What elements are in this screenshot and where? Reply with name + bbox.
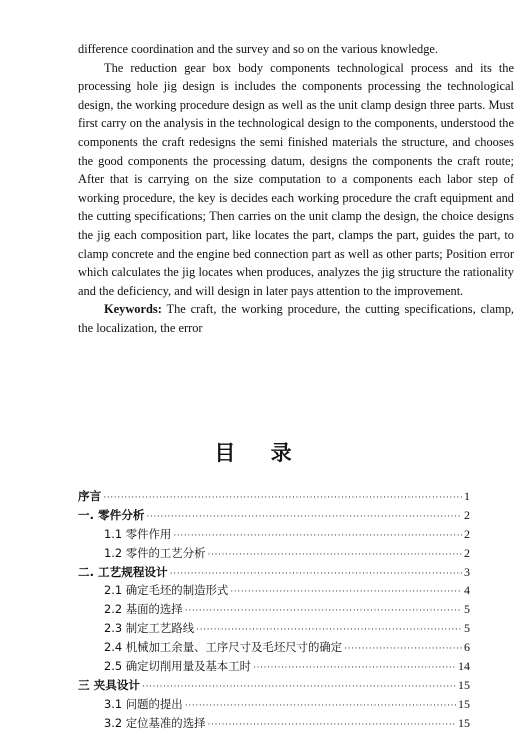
toc-entry-3-1[interactable]: [78, 695, 470, 714]
toc-entry-2-1[interactable]: [78, 581, 470, 600]
toc-leader-dots: [146, 507, 462, 526]
abstract-section: [78, 40, 514, 338]
toc-entry-page: 5: [464, 602, 470, 617]
toc-leader-dots: [344, 639, 462, 658]
toc-title: 目 录: [214, 441, 306, 465]
toc-entry-label: 2.4 机械加工余量、工序尺寸及毛坯尺寸的确定: [104, 640, 343, 655]
toc-entry-page: 2: [464, 545, 470, 560]
toc-entry-page: 2: [464, 526, 470, 541]
toc-entry-label: 一. 零件分析: [78, 507, 145, 522]
toc-entry-label: 2.5 确定切削用量及基本工时: [104, 659, 252, 674]
toc-entry-page: 15: [458, 715, 470, 730]
toc-leader-dots: [185, 696, 456, 715]
toc-entry-3-2[interactable]: [78, 714, 470, 733]
toc-leader-dots: [103, 488, 462, 507]
toc-leader-dots: [173, 526, 462, 545]
toc-entry-page: 4: [464, 583, 470, 598]
toc-entry-page: 5: [464, 621, 470, 636]
toc-entry-page: 3: [464, 564, 470, 579]
toc-entry-label: 3.2 定位基准的选择: [104, 715, 206, 730]
toc-entry-2-3[interactable]: [78, 619, 470, 638]
toc-entry-page: 1: [464, 489, 470, 503]
toc-entry-part-analysis[interactable]: [78, 506, 470, 525]
toc-entry-label: 序言: [78, 489, 102, 503]
toc-entry-2-2[interactable]: [78, 600, 470, 619]
keywords-line: [78, 300, 514, 337]
toc-leader-dots: [170, 564, 462, 583]
keywords-text: The craft, the working procedure, the cutting specifications, clamp, the localization, the error: [78, 302, 514, 335]
toc-entry-1-2[interactable]: [78, 544, 470, 563]
toc-entry-preface[interactable]: [78, 487, 470, 506]
toc-entry-label: 2.2 基面的选择: [104, 602, 183, 617]
toc-entry-1-1[interactable]: [78, 525, 470, 544]
abstract-paragraph: The reduction gear box body components technological process and its the processing hole jig design is includes the components processing the technological design, the working procedure design as well as the unit clamp design three parts. Must first carry on the analysis in the technological design to the components, understood the components the craft redesigns the semi finished materials the structure, and chooses the good components the processing datum, designs the components the craft route; After that is carrying on the size computation to a components each labor step of working procedure, the key is decides each working procedure the craft equipment and the cutting specifications; Then carries on the unit clamp the design, the choice designs the jig each composition part, like locates the part, clamps the part, guides the part, to clamp concrete and the engine bed connection part as well as other parts; Position error which calculates the jig locates when produces, analyzes the jig structure the rationality and the deficiency, and will design in later pays attention to the improvement.: [78, 60, 514, 298]
toc-leader-dots: [196, 620, 462, 639]
toc-leader-dots: [207, 545, 462, 564]
abstract-continuation-line: difference coordination and the survey and so on the various knowledge.: [78, 42, 439, 56]
toc-entry-2-5[interactable]: [78, 657, 470, 676]
toc-entry-label: 二. 工艺规程设计: [78, 564, 168, 579]
toc-entry-page: 15: [458, 696, 470, 711]
toc-entry-2-4[interactable]: [78, 638, 470, 657]
toc-entry-fixture-design[interactable]: [78, 676, 470, 695]
toc-entry-page: 6: [464, 640, 470, 655]
toc-entry-process-design[interactable]: [78, 563, 470, 582]
keywords-label: Keywords:: [104, 302, 162, 317]
toc-entry-label: 2.3 制定工艺路线: [104, 621, 195, 636]
table-of-contents: [78, 487, 470, 733]
toc-entry-label: 3.1 问题的提出: [104, 696, 183, 711]
toc-entry-page: 15: [458, 677, 470, 692]
toc-leader-dots: [207, 715, 456, 734]
toc-entry-page: 2: [464, 507, 470, 522]
toc-entry-label: 1.2 零件的工艺分析: [104, 545, 206, 560]
toc-entry-label: 2.1 确定毛坯的制造形式: [104, 583, 229, 598]
toc-leader-dots: [142, 677, 456, 696]
toc-leader-dots: [230, 582, 462, 601]
toc-entry-label: 三 夹具设计: [78, 677, 141, 692]
toc-entry-label: 1.1 零件作用: [104, 526, 172, 541]
toc-leader-dots: [253, 658, 456, 677]
toc-leader-dots: [185, 601, 462, 620]
toc-entry-page: 14: [458, 659, 470, 674]
